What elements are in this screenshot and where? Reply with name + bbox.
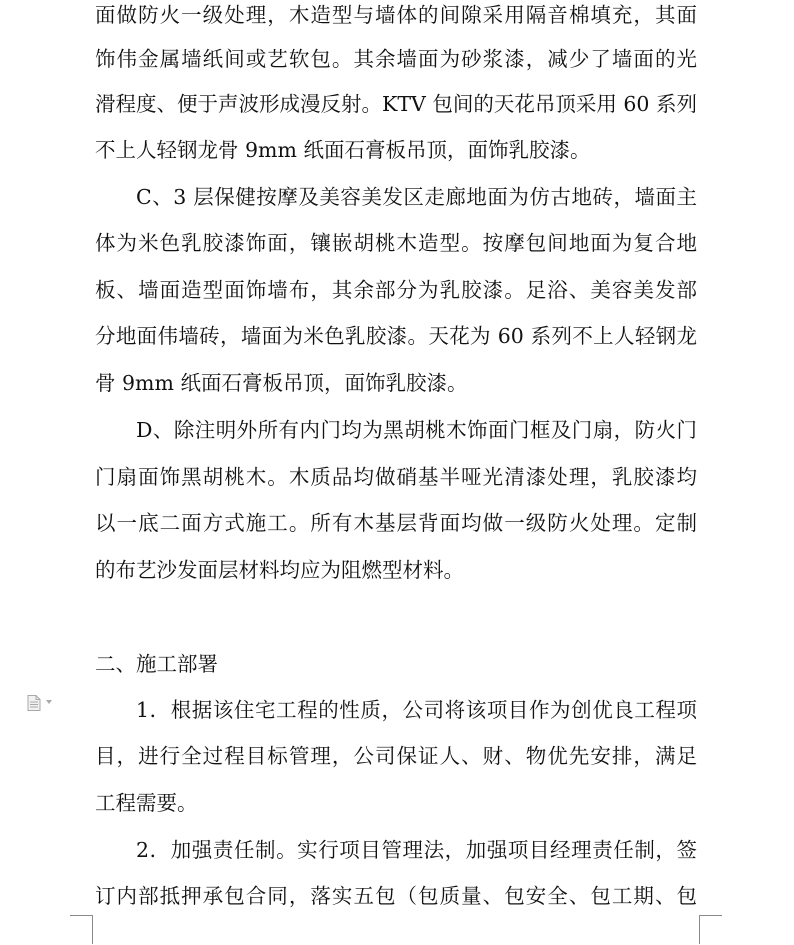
paragraph-line: 订内部抵押承包合同，落实五包（包质量、包安全、包工期、包: [95, 884, 697, 908]
document-icon[interactable]: [27, 695, 41, 711]
section-heading: 二、施工部署: [95, 652, 218, 676]
paragraph-line: 2．加强责任制。实行项目管理法，加强项目经理责任制，签: [136, 838, 697, 862]
paragraph-line: 板、墙面造型面饰墙布，其余部分为乳胶漆。足浴、美容美发部: [95, 278, 697, 302]
paragraph-line: 骨 9mm 纸面石膏板吊顶，面饰乳胶漆。: [95, 371, 468, 395]
paragraph-line: 面做防火一级处理，木造型与墙体的间隙采用隔音棉填充，其面: [95, 3, 697, 27]
paragraph-line: 不上人轻钢龙骨 9mm 纸面石膏板吊顶，面饰乳胶漆。: [95, 138, 591, 162]
paragraph-line: D、除注明外所有内门均为黑胡桃木饰面门框及门扇，防火门: [136, 418, 697, 442]
paragraph-line: 滑程度、便于声波形成漫反射。KTV 包间的天花吊顶采用 60 系列: [95, 92, 697, 116]
paragraph-line: C、3 层保健按摩及美容美发区走廊地面为仿古地砖，墙面主: [136, 185, 697, 209]
paragraph-line: 的布艺沙发面层材料均应为阻燃型材料。: [95, 558, 464, 582]
paragraph-line: 1．根据该住宅工程的性质，公司将该项目作为创优良工程项: [136, 698, 697, 722]
paragraph-line: 目，进行全过程目标管理，公司保证人、财、物优先安排，满足: [95, 744, 697, 768]
paragraph-line: 工程需要。: [95, 791, 198, 815]
paragraph-line: 饰伟金属墙纸间或艺软包。其余墙面为砂浆漆，减少了墙面的光: [95, 47, 697, 71]
paragraph-line: 分地面伟墙砖，墙面为米色乳胶漆。天花为 60 系列不上人轻钢龙: [95, 324, 697, 348]
paragraph-line: 以一底二面方式施工。所有木基层背面均做一级防火处理。定制: [95, 511, 697, 535]
paragraph-line: 体为米色乳胶漆饰面，镶嵌胡桃木造型。按摩包间地面为复合地: [95, 231, 697, 255]
crop-mark-bottom-left: [70, 915, 93, 944]
chevron-down-icon[interactable]: [46, 700, 52, 704]
crop-mark-bottom-right: [699, 915, 722, 944]
paragraph-line: 门扇面饰黑胡桃木。木质品均做硝基半哑光清漆处理，乳胶漆均: [95, 465, 697, 489]
